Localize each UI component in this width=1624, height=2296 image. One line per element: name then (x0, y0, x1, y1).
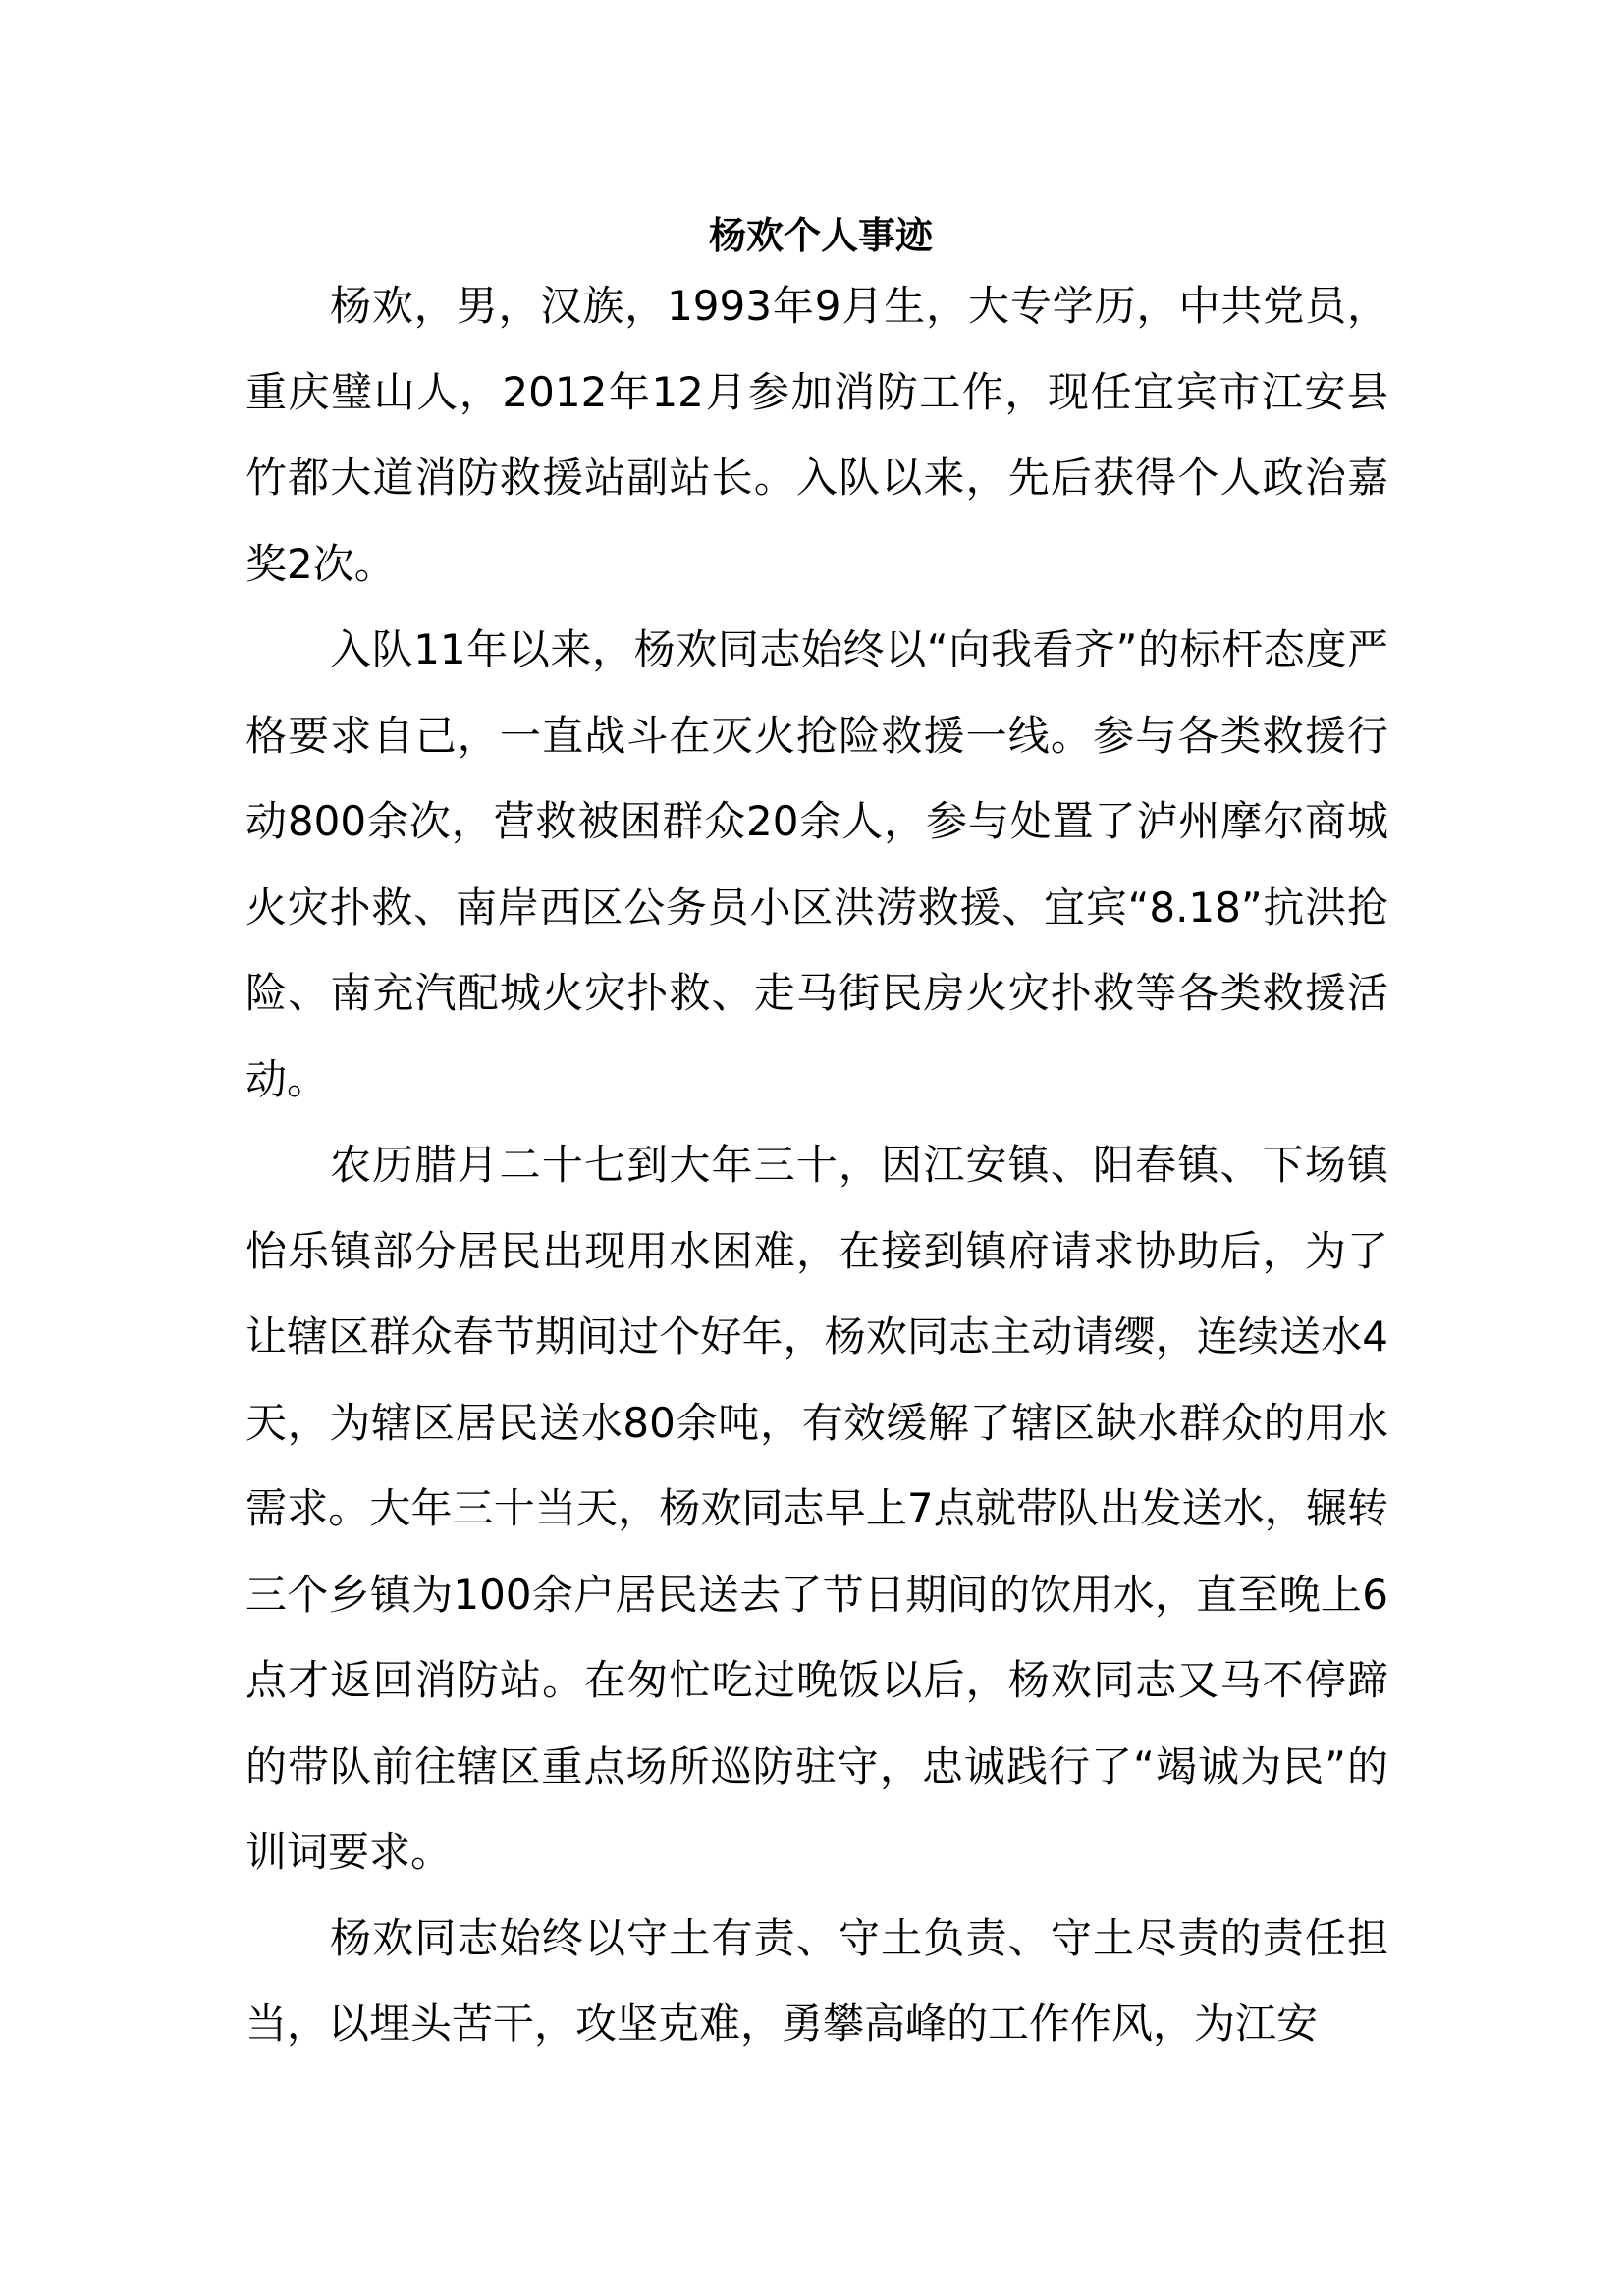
paragraph-water-delivery: 农历腊月二十七到大年三十，因江安镇、阳春镇、下场镇怡乐镇部分居民出现用水困难，在接到镇府请求协助后，为了让辖区群众春节期间过个好年，杨欢同志主动请缨，连续送水4天，为辖区居民送水80余吨，有效缓解了辖区缺水群众的用水需求。大年三十当天，杨欢同志早上7点就带队出发送水，辗转三个乡镇为100余户居民送去了节日期间的饮用水，直至晚上6点才返回消防站。在匆忙吃过晚饭以后，杨欢同志又马不停蹄的带队前往辖区重点场所巡防驻守，忠诚践行了“竭诚为民”的训词要求。 (245, 1141, 1388, 1876)
document-title: 杨欢个人事迹 (708, 213, 933, 257)
paragraph-basic-info: 杨欢，男，汉族，1993年9月生，大专学历，中共党员，重庆璧山人，2012年12月参加消防工作，现任宜宾市江安县竹都大道消防救援站副站长。入队以来，先后获得个人政治嘉奖2次。 (245, 282, 1388, 588)
document-body (245, 263, 1388, 2067)
paragraph-rescue-record: 入队11年以来，杨欢同志始终以“向我看齐”的标杆态度严格要求自己，一直战斗在灭火抢险救援一线。参与各类救援行动800余次，营救被困群众20余人，参与处置了泸州摩尔商城火灾扑救、南岸西区公务员小区洪涝救援、宜宾“8.18”抗洪抢险、南充汽配城火灾扑救、走马街民房火灾扑救等各类救援活动。 (245, 625, 1388, 1103)
paragraph-responsibility: 杨欢同志始终以守土有责、守土负责、守土尽责的责任担当，以埋头苦干，攻坚克难，勇攀高峰的工作作风，为江安 (245, 1913, 1388, 2048)
